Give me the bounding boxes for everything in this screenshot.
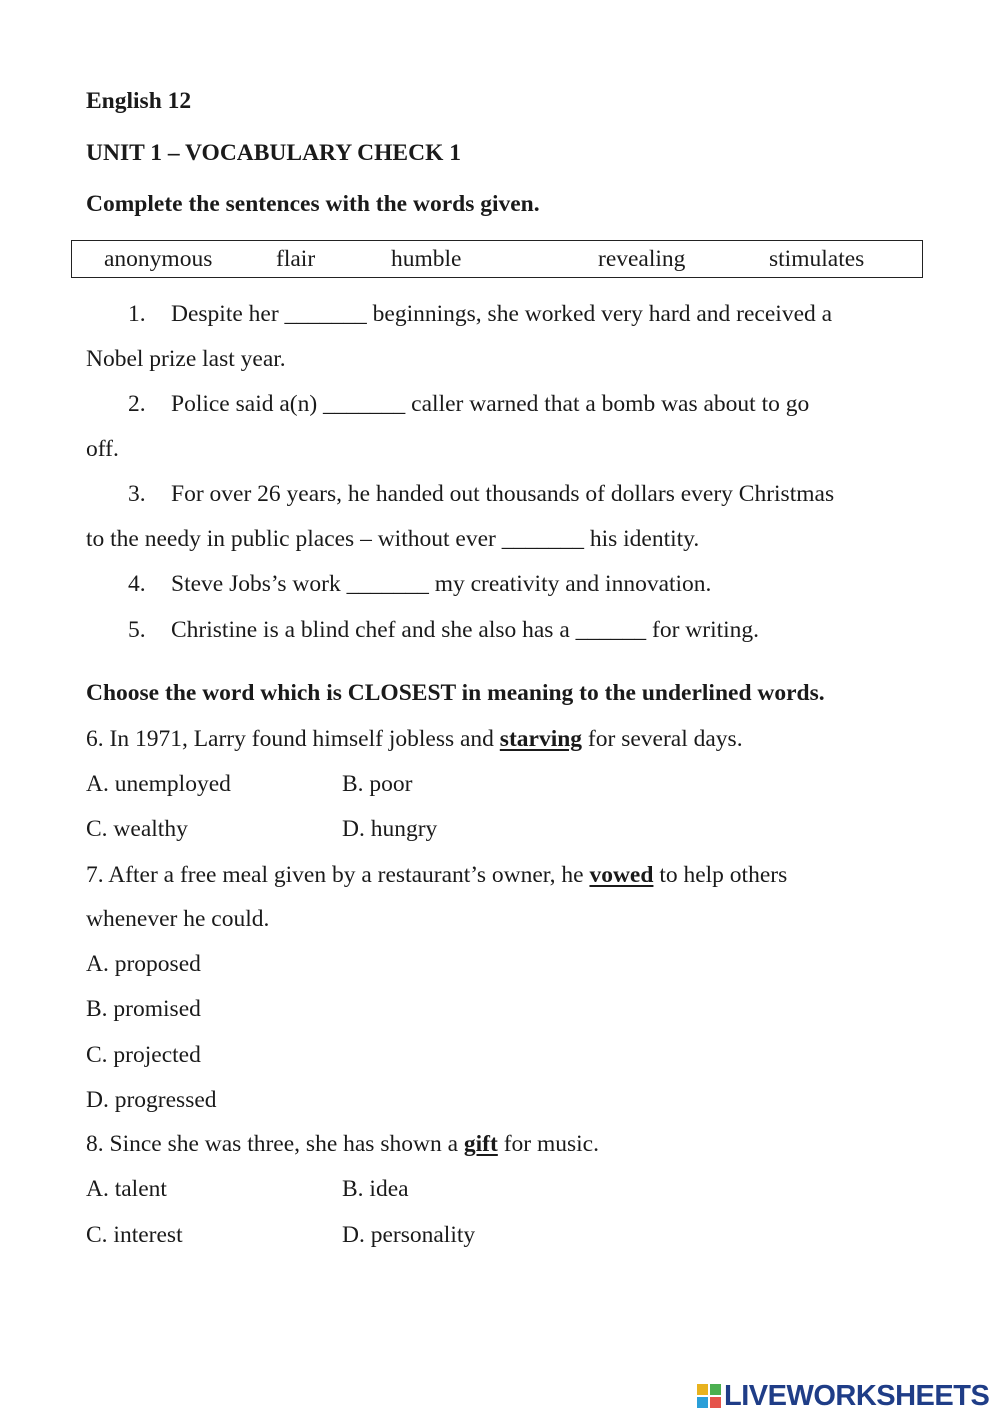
q1-line1: Despite her _______ beginnings, she worked very hard and received a <box>171 301 833 327</box>
q7-stem <box>86 860 787 890</box>
q7-option-d: D. progressed <box>86 1087 217 1113</box>
q1-number: 1. <box>128 301 146 327</box>
q6-option-c: C. wealthy <box>86 816 188 842</box>
q7-option-c: C. projected <box>86 1042 201 1068</box>
q4-line1: Steve Jobs’s work _______ my creativity and innovation. <box>171 571 712 597</box>
q6-option-b: B. poor <box>342 771 413 797</box>
word-bank-item: revealing <box>598 246 686 272</box>
q8-stem-pre: 8. Since she was three, she has shown a <box>86 1131 464 1157</box>
word-bank-box <box>71 240 923 278</box>
q7-underlined-word: vowed <box>589 862 654 888</box>
q2-line1: Police said a(n) _______ caller warned that a bomb was about to go <box>171 391 810 417</box>
logo-square-2 <box>710 1384 721 1395</box>
q8-underlined-word: gift <box>463 1131 498 1157</box>
logo-square-1 <box>697 1384 708 1395</box>
q8-option-d: D. personality <box>342 1222 476 1248</box>
q6-underlined-word: starving <box>499 726 583 752</box>
q8-stem <box>86 1129 599 1159</box>
q2-line2: off. <box>86 436 119 462</box>
q3-number: 3. <box>128 481 146 507</box>
logo-square-4 <box>710 1397 721 1408</box>
word-bank-item: flair <box>276 246 316 272</box>
q8-option-a: A. talent <box>86 1176 167 1202</box>
section1-instruction: Complete the sentences with the words given. <box>86 191 540 217</box>
logo-square-3 <box>697 1397 708 1408</box>
q8-stem-post: for music. <box>497 1131 599 1157</box>
q6-option-a: A. unemployed <box>86 771 231 797</box>
q5-number: 5. <box>128 617 146 643</box>
word-bank-item: anonymous <box>104 246 213 272</box>
q6-option-d: D. hungry <box>342 816 438 842</box>
q6-stem-post: for several days. <box>582 726 743 752</box>
section2-instruction: Choose the word which is CLOSEST in meaning to the underlined words. <box>86 680 825 706</box>
q3-line1: For over 26 years, he handed out thousands of dollars every Christmas <box>171 481 835 507</box>
q7-stem-pre: 7. After a free meal given by a restaurant’s owner, he <box>86 862 590 888</box>
q7-option-b: B. promised <box>86 996 201 1022</box>
q5-line1: Christine is a blind chef and she also has a ______ for writing. <box>171 617 760 643</box>
q6-stem <box>86 724 743 754</box>
course-title: English 12 <box>86 88 192 114</box>
q4-number: 4. <box>128 571 146 597</box>
liveworksheets-logo-text: LIVEWORKSHEETS <box>724 1380 990 1412</box>
q3-line2: to the needy in public places – without ever _______ his identity. <box>86 526 700 552</box>
q7-stem-post: to help others <box>653 862 788 888</box>
unit-title: UNIT 1 – VOCABULARY CHECK 1 <box>86 140 461 166</box>
q1-line2: Nobel prize last year. <box>86 346 286 372</box>
liveworksheets-logo-icon <box>697 1384 721 1408</box>
q8-option-c: C. interest <box>86 1222 183 1248</box>
q7-stem-line2: whenever he could. <box>86 906 270 932</box>
word-bank-item: humble <box>391 246 462 272</box>
word-bank-item: stimulates <box>769 246 865 272</box>
q2-number: 2. <box>128 391 146 417</box>
q8-option-b: B. idea <box>342 1176 409 1202</box>
q7-option-a: A. proposed <box>86 951 201 977</box>
q6-stem-pre: 6. In 1971, Larry found himself jobless and <box>86 726 500 752</box>
